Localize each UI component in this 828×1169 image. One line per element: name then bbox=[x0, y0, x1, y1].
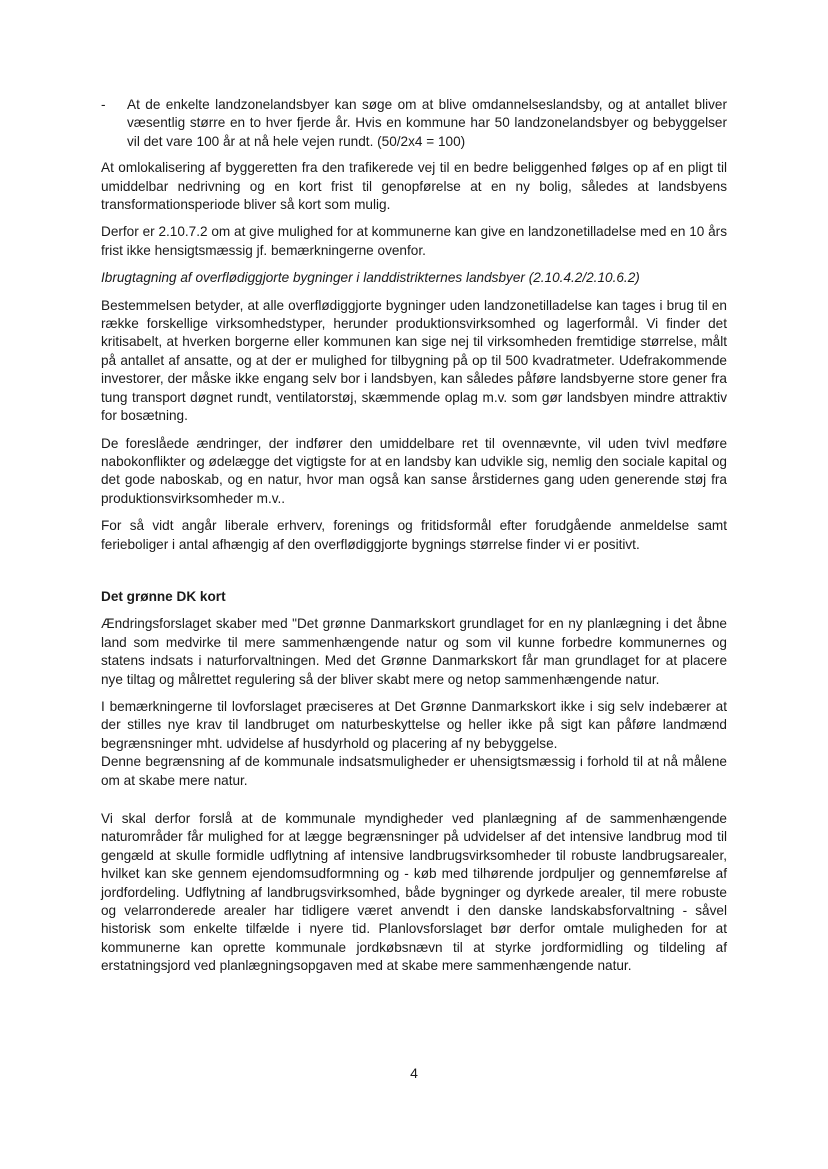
page-number: 4 bbox=[410, 1065, 418, 1081]
paragraph-bill-remarks: I bemærkningerne til lovforslaget præciseres at Det Grønne Danmarkskort ikke i sig selv indebærer at der stilles nye krav til landbruget om naturbeskyttelse og heller ikke på sigt kan påføre landmænd begrænsninger mht. udvidelse af husdyrhold og placering af ny bebyggelse. bbox=[101, 698, 727, 751]
paragraph-relocation: At omlokalisering af byggeretten fra den trafikerede vej til en bedre beliggenhed følges op af en pligt til umiddelbar nedrivning og en kort frist til genopførelse at en ny bolig, således at landsbyens transformationsperiode bliver så kort som mulig. bbox=[101, 160, 727, 213]
bullet-mark: - bbox=[101, 97, 106, 112]
section-heading: Det grønne DK kort bbox=[101, 588, 226, 604]
document-page bbox=[101, 96, 727, 976]
paragraph-proposal: Vi skal derfor forslå at de kommunale myndigheder ved planlægning af de sammenhængende naturområder får mulighed for at lægge begrænsninger på udvidelser af det intensive landbrug mod til gengæld at skulle formidle udflytning af intensive landbrugsvirksomheder til robuste landbrugsarealer, hvilket kan ske gennem ejendomsudformning og - køb med tilhørende jordpuljer og gennemførelse af jordfordeling. Udflytning af landbrugsvirksomhed, både bygninger og dyrkede arealer, til mere robuste og velarronderede arealer har tidligere været anvendt i den danske landskabsforvaltning - såvel historisk som enkelte tilfælde i nyere tid. Planlovsforslaget bør derfor omtale muligheden for at kommunerne kan oprette kommunale jordkøbsnævn til at styrke jordformidling og tildeling af erstatningsjord ved planlægningsopgaven med at skabe mere sammenhængende natur. bbox=[101, 811, 727, 974]
paragraph-limitation: Denne begrænsning af de kommunale indsatsmuligheder er uhensigtsmæssig i forhold til at nå målene om at skabe mere natur. bbox=[101, 754, 727, 788]
paragraph-neighbour-conflicts: De foreslåede ændringer, der indfører den umiddelbare ret til ovennævnte, vil uden tvivl medføre nabokonflikter og ødelægge det vigtigste for at en landsby kan udvikle sig, nemlig den sociale kapital og det gode naboskab, og en natur, hvor man også kan sanse årstidernes gang uden generende støj fra produktionsvirksomheder m.v.. bbox=[101, 435, 727, 506]
bullet-item bbox=[101, 96, 727, 151]
bullet-text: At de enkelte landzonelandsbyer kan søge om at blive omdannelseslandsby, og at antallet bliver væsentlig større en to hver fjerde år. Hvis en kommune har 50 landzonelandsbyer og bebyggelser vil det vare 100 år at nå hele vejen rundt. (50/2x4 = 100) bbox=[127, 97, 727, 149]
paragraph-liberal-professions: For så vidt angår liberale erhverv, forenings og fritidsformål efter forudgående anmeldelse samt ferieboliger i antal afhængig af den overflødiggjorte bygnings størrelse finder vi er positivt. bbox=[101, 518, 727, 552]
paragraph-green-map: Ændringsforslaget skaber med "Det grønne Danmarkskort grundlaget for en ny planlægning i det åbne land som medvirke til mere sammenhængende natur og som vil kunne forbedre kommunernes og statens indsats i naturforvaltningen. Med det Grønne Danmarkskort får man grundlaget for at placere nye tiltag og målrettet regulering så der bliver skabt mere og netop sammenhængende natur. bbox=[101, 616, 727, 687]
paragraph-landzone-permit: Derfor er 2.10.7.2 om at give mulighed for at kommunerne kan give en landzonetilladelse med en 10 års frist ikke hensigtsmæssig jf. bemærkningerne ovenfor. bbox=[101, 224, 727, 258]
paragraph-redundant-buildings: Bestemmelsen betyder, at alle overflødiggjorte bygninger uden landzonetilladelse kan tages i brug til en række forskellige virksomhedstyper, herunder produktionsvirksomhed og lagerformål. Vi finder det kritisabelt, at hverken borgerne eller kommunen kan sige nej til virksomheden fremtidige størrelse, målt på antallet af ansatte, og at der er mulighed for tilbygning på op til 500 kvadratmeter. Udefrakommende investorer, der måske ikke engang selv bor i landsbyen, kan således påføre landsbyerne store gener fra tung transport døgnet rundt, ventilatorstøj, skæmmende oplag m.v. som gør landsbyen mindre attraktiv for bosætning. bbox=[101, 297, 727, 424]
section-subheading: Ibrugtagning af overflødiggjorte bygninger i landdistrikternes landsbyer (2.10.4.2/2.10.6.2) bbox=[101, 270, 640, 286]
